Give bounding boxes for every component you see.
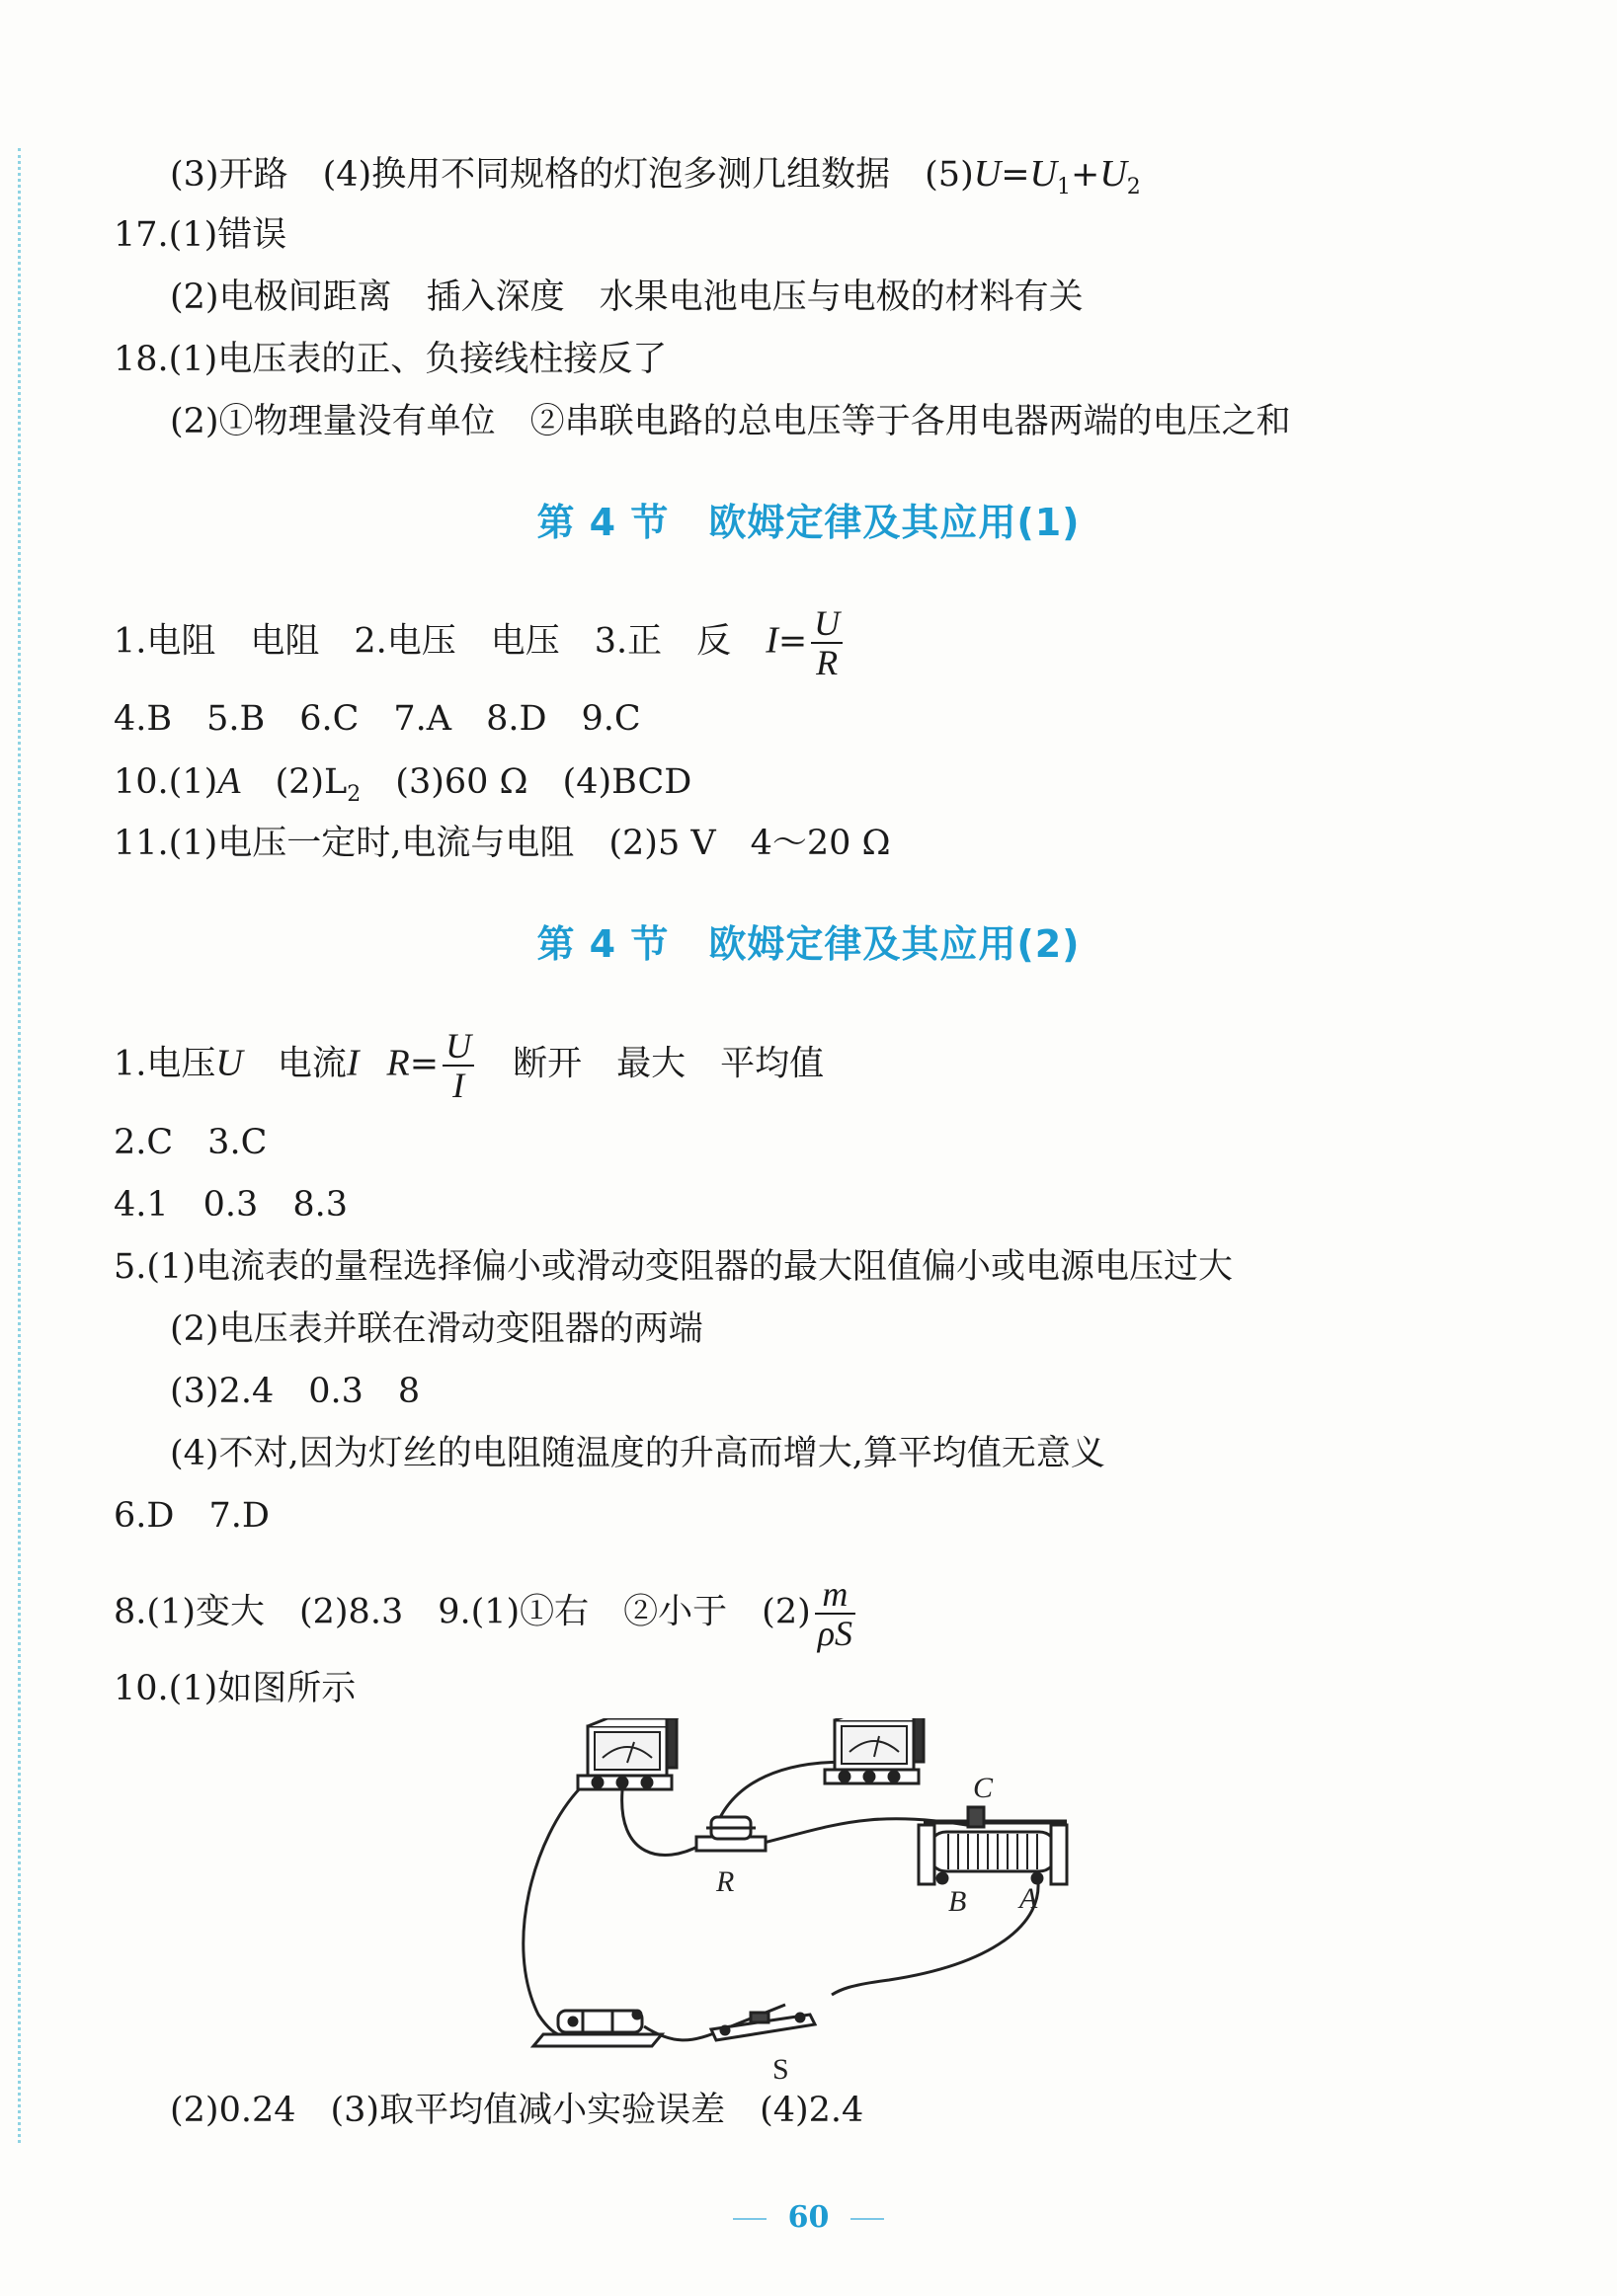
s2-answer-1: 1.电压U 电流I R= $\frac{U}{I}$ 断开 最大 平均值 [114, 1026, 825, 1105]
wire-rheostat-switch [832, 1874, 1038, 1995]
circuit-diagram [514, 1718, 1087, 2084]
label-b: B [948, 1885, 967, 1918]
s1-answer-10: 10.(1)A $(2)L_2$ (3)60 Ω (4)BCD [114, 760, 692, 807]
s1-answer-11: 11.(1)电压一定时,电流与电阻 (2)5 V 4～20 Ω [114, 824, 891, 863]
s2-answer-5-4: (4)不对,因为灯丝的电阻随温度的升高而增大,算平均值无意义 [170, 1434, 1105, 1473]
fraction-u-over-r: $\frac{U}{R}$ [811, 604, 843, 681]
answer-line-18-2: (2)①物理量没有单位 ②串联电路的总电压等于各用电器两端的电压之和 [170, 402, 1291, 441]
s2-answer-5-3: (3)2.4 0.3 8 [170, 1372, 421, 1411]
answer-line-16-cont: (3)开路 (4)换用不同规格的灯泡多测几组数据 $(5)U=U_1+U_2$ [170, 153, 1141, 199]
fraction-u-over-i: $\frac{U}{I}$ [443, 1027, 474, 1104]
answer-line-17: 17.(1)错误 [114, 215, 287, 255]
s2-answer-6: 6.D 7.D [114, 1496, 270, 1536]
switch-s [711, 2005, 815, 2040]
section-title-1: 第 4 节 欧姆定律及其应用(1) [536, 501, 1081, 544]
rheostat-slider [919, 1807, 1067, 1884]
s2-answer-10: 10.(1)如图所示 [114, 1669, 357, 1708]
voltmeter-meter [825, 1718, 924, 1783]
answer-line-17-2: (2)电极间距离 插入深度 水果电池电压与电极的材料有关 [170, 277, 1084, 317]
s1-answer-4: 4.B 5.B 6.C 7.A 8.D 9.C [114, 699, 641, 739]
s2-answer-5-1: 5.(1)电流表的量程选择偏小或滑动变阻器的最大阻值偏小或电源电压过大 [114, 1247, 1233, 1287]
wire-ammeter-r [622, 1790, 701, 1855]
section-title-2: 第 4 节 欧姆定律及其应用(2) [536, 922, 1081, 966]
label-c: C [973, 1772, 994, 1804]
answer-line-18: 18.(1)电压表的正、负接线柱接反了 [114, 340, 668, 379]
ammeter-meter [578, 1718, 677, 1789]
page-number-dash-right [850, 2218, 884, 2220]
label-s: S [772, 2053, 789, 2084]
wire-left [524, 1787, 583, 2036]
s2-answer-4: 4.1 0.3 8.3 [114, 1185, 348, 1225]
label-a: A [1019, 1882, 1038, 1915]
s1-answer-1: 1.电阻 电阻 2.电压 电压 3.正 反 I= $\frac{U}{R}$ [114, 604, 847, 681]
s2-answer-8: 8.(1)变大 (2)8.3 9.(1)①右 ②小于 (2) $\frac{m}{\rho S}$ [114, 1575, 859, 1652]
s2-answer-2: 2.C 3.C [114, 1123, 268, 1162]
resistor-r [696, 1817, 766, 1851]
label-r: R [716, 1865, 735, 1898]
battery-cell [533, 2011, 662, 2046]
fraction-m-over-rho-s: $\frac{m}{\rho S}$ [815, 1575, 855, 1652]
s2-answer-5-2: (2)电压表并联在滑动变阻器的两端 [170, 1309, 703, 1349]
page-number: 60 [0, 2200, 1617, 2235]
margin-decoration [18, 148, 21, 2143]
page-number-dash-left [733, 2218, 767, 2220]
s2-answer-10-2: (2)0.24 (3)取平均值减小实验误差 (4)2.4 [170, 2091, 864, 2130]
